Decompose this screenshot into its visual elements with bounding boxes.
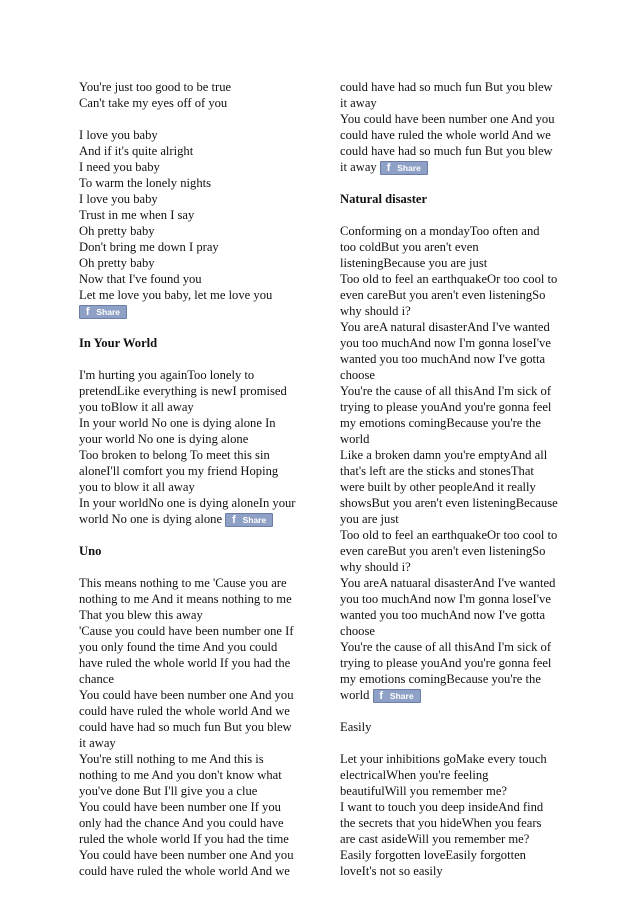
lyric-line: 'Cause you could have been number one If: [79, 624, 294, 639]
lyric-line: why should i?: [340, 560, 411, 575]
lyric-line: Too broken to belong To meet this sin: [79, 448, 270, 462]
lyric-line: Like a broken damn you're emptyAnd all: [340, 448, 548, 463]
lyric-line: I want to touch you deep insideAnd find: [340, 800, 544, 815]
lyric-line: you've done But I'll give you a clue: [79, 784, 258, 799]
lyric-line: nothing to me And you don't know what: [79, 768, 282, 783]
easily-lyrics: [340, 751, 565, 879]
lyric-line: I love you baby: [79, 128, 158, 142]
lyric-line: could have ruled the whole world And we: [79, 704, 290, 719]
song-title-easily: Easily: [340, 720, 372, 735]
lyric-line: could have ruled the whole world And we: [79, 864, 290, 879]
song-title-natural-disaster: Natural disaster: [340, 192, 428, 207]
lyric-line: You could have been number one If you: [79, 800, 281, 815]
in-your-world-lyrics: [79, 367, 311, 527]
song-title-in-your-world: In Your World: [79, 336, 158, 350]
lyric-line: you only found the time And you could: [79, 640, 278, 655]
lyric-line: have ruled the whole world If you had the: [79, 656, 291, 671]
lyric-line: ruled the whole world If you had the time: [79, 832, 289, 847]
natural-disaster-lyrics: [340, 223, 565, 703]
facebook-icon: f: [85, 306, 90, 319]
lyric-line: that's left are the sticks and stonesThat: [340, 464, 534, 479]
lyric-line: I need you baby: [79, 160, 160, 174]
lyric-line: your world No one is dying alone: [79, 432, 249, 446]
facebook-share-button[interactable]: f Share: [380, 161, 428, 175]
lyric-line: pretendLike everything is newI promised: [79, 384, 287, 398]
lyric-line: You could have been number one And you: [79, 688, 294, 703]
lyric-line: listeningBecause you are just: [340, 256, 488, 271]
lyric-line: are cast asideWill you remember me?: [340, 832, 530, 847]
facebook-icon: f: [232, 514, 236, 527]
lyric-line: even careBut you aren't even listeningSo: [340, 544, 546, 559]
left-column: [79, 79, 311, 879]
lyric-line: you toBlow it all away: [79, 400, 194, 414]
lyric-line: That you blew this away: [79, 608, 203, 623]
lyric-line: nothing to me And it means nothing to me: [79, 592, 292, 607]
lyric-line: This means nothing to me 'Cause you are: [79, 576, 287, 591]
lyric-line: In your worldNo one is dying aloneIn your: [79, 496, 296, 510]
lyric-line-with-share: world f Share: [340, 687, 565, 703]
lyric-line: choose: [340, 368, 375, 383]
lyric-line: Let your inhibitions goMake every touch: [340, 752, 547, 767]
song-title-uno: Uno: [79, 544, 102, 559]
lyric-line: Conforming on a mondayToo often and: [340, 224, 540, 239]
lyric-line: And if it's quite alright: [79, 144, 194, 158]
lyric-line: I love you baby: [79, 192, 158, 206]
lyric-line: You're still nothing to me And this is: [79, 752, 264, 767]
lyric-line: trying to please youAnd you're gonna feel: [340, 656, 552, 671]
lyric-line: You're just too good to be true: [79, 80, 232, 94]
lyric-line-with-share: it away f Share: [340, 159, 565, 175]
facebook-icon: f: [386, 162, 391, 175]
uno-lyrics-continued: [340, 79, 565, 175]
lyric-line: showsBut you aren't even listeningBecause: [340, 496, 558, 511]
lyric-line: could have had so much fun But you blew: [79, 720, 292, 735]
lyric-line-with-share: world No one is dying alone f Share: [79, 511, 311, 527]
lyric-line: You're the cause of all thisAnd I'm sick of: [340, 640, 552, 655]
right-column: [340, 79, 565, 879]
lyric-line: Oh pretty baby: [79, 256, 155, 270]
lyric-line: Too old to feel an earthquakeOr too cool to: [340, 528, 558, 543]
lyric-line: You areA natuaral disasterAnd I've wanted: [340, 576, 556, 591]
lyric-line: Easily forgotten loveEasily forgotten: [340, 848, 526, 863]
lyric-line: You areA natural disasterAnd I've wanted: [340, 320, 550, 335]
verse-lines: [79, 127, 311, 303]
lyric-line: only had the chance And you could have: [79, 816, 284, 831]
lyric-line: You're the cause of all thisAnd I'm sick of: [340, 384, 552, 399]
lyric-line: it away: [340, 96, 377, 110]
intro-lines: [79, 79, 311, 111]
lyric-line: loveIt's not so easily: [340, 864, 443, 879]
lyric-line: you too muchAnd now I'm gonna loseI've: [340, 336, 551, 351]
lyric-line: were built by other peopleAnd it really: [340, 480, 536, 495]
lyric-line: my emotions comingBecause you're the: [340, 416, 541, 431]
lyric-line: Now that I've found you: [79, 272, 202, 286]
facebook-share-button[interactable]: f Share: [79, 305, 127, 319]
lyric-line: You could have been number one And you: [79, 848, 294, 863]
facebook-icon: f: [379, 690, 384, 703]
lyric-line: too coldBut you aren't even: [340, 240, 479, 255]
lyric-line: beautifulWill you remember me?: [340, 784, 507, 799]
lyric-line: In your world No one is dying alone In: [79, 416, 276, 430]
lyric-line: you too muchAnd now I'm gonna loseI've: [340, 592, 551, 607]
lyric-line: Oh pretty baby: [79, 224, 155, 238]
lyric-line: could have had so much fun But you blew: [340, 80, 553, 94]
lyric-line: even careBut you aren't even listeningSo: [340, 288, 546, 303]
lyric-line: you to blow it all away: [79, 480, 195, 494]
lyric-line: my emotions comingBecause you're the: [340, 672, 541, 687]
facebook-share-button[interactable]: f Share: [373, 689, 421, 703]
lyric-line: why should i?: [340, 304, 411, 319]
lyric-line: wanted you too muchAnd now I've gotta: [340, 352, 546, 367]
lyric-line: could have ruled the whole world And we: [340, 128, 551, 142]
uno-lyrics: [79, 575, 311, 879]
lyric-line: wanted you too muchAnd now I've gotta: [340, 608, 546, 623]
lyric-line: Don't bring me down I pray: [79, 240, 219, 254]
lyric-line: You could have been number one And you: [340, 112, 555, 126]
facebook-share-button[interactable]: f Share: [225, 513, 273, 527]
lyric-line: To warm the lonely nights: [79, 176, 212, 190]
lyric-line: chance: [79, 672, 114, 687]
lyric-line: you are just: [340, 512, 399, 527]
lyric-line: Trust in me when I say: [79, 208, 195, 222]
lyric-line: Let me love you baby, let me love you: [79, 288, 273, 302]
lyric-line: Too old to feel an earthquakeOr too cool to: [340, 272, 558, 287]
lyric-line: electricalWhen you're feeling: [340, 768, 489, 783]
lyric-line: Can't take my eyes off of you: [79, 96, 228, 110]
lyric-line: trying to please youAnd you're gonna feel: [340, 400, 552, 415]
lyric-line: world: [340, 432, 370, 447]
lyric-line: it away: [79, 736, 116, 751]
lyric-line: could have had so much fun But you blew: [340, 144, 553, 158]
lyric-line: I'm hurting you againToo lonely to: [79, 368, 255, 382]
lyric-line: the secrets that you hideWhen you fears: [340, 816, 542, 831]
lyric-line: choose: [340, 624, 375, 639]
lyric-line: aloneI'll comfort you my friend Hoping: [79, 464, 279, 478]
